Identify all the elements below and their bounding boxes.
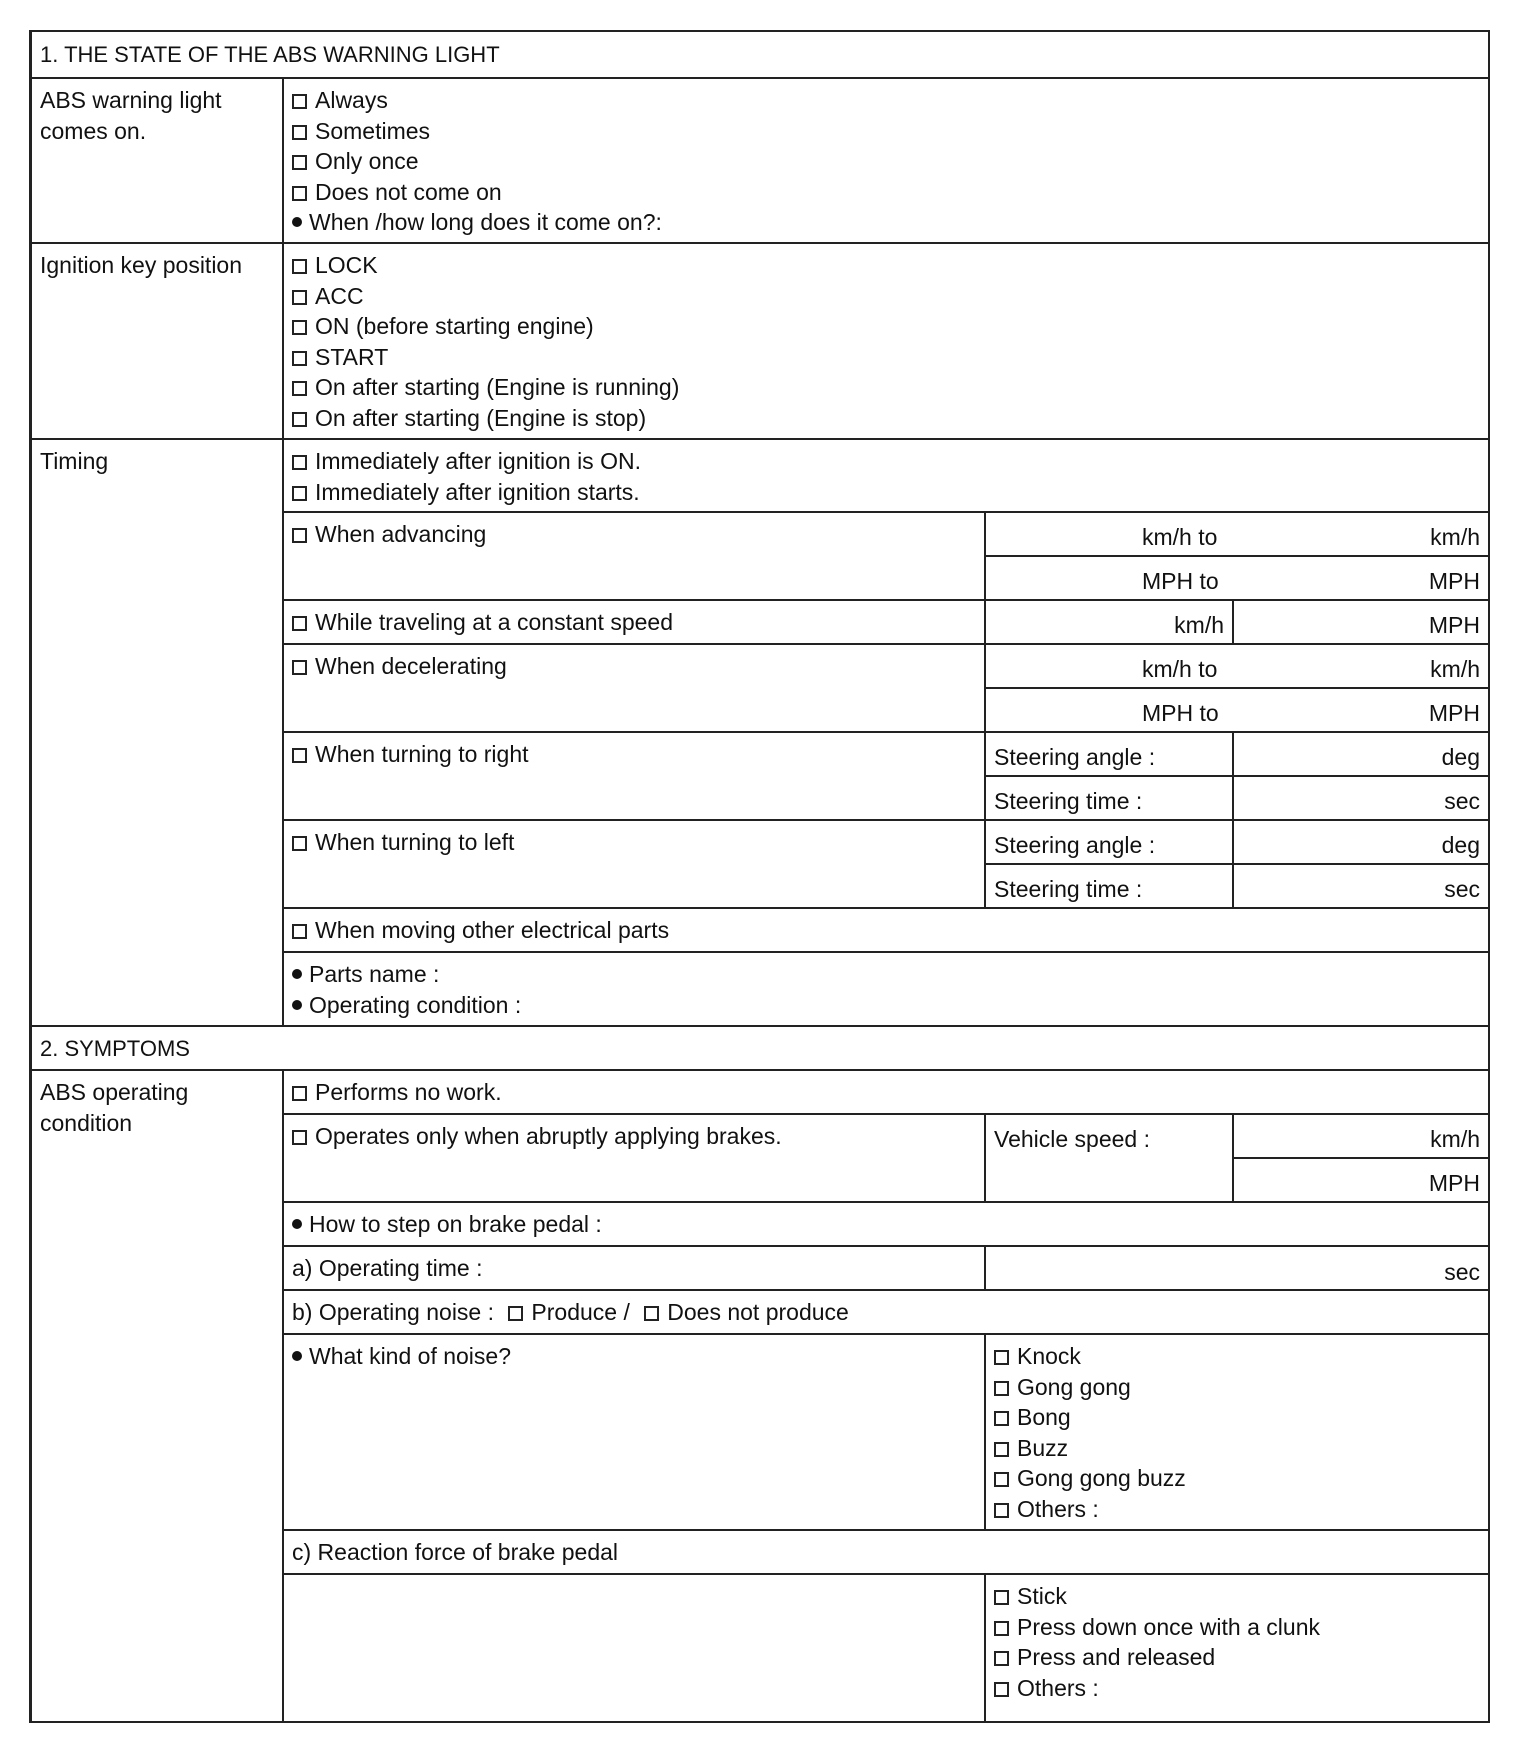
option-bong[interactable]: Bong bbox=[994, 1402, 1480, 1433]
no-work-cell bbox=[284, 1071, 1490, 1115]
reaction-force-cell bbox=[284, 1531, 1490, 1575]
operating-time-label: a) Operating time : bbox=[292, 1255, 483, 1281]
mph-unit: MPH bbox=[1428, 612, 1480, 638]
option-on-before[interactable]: ON (before starting engine) bbox=[292, 311, 1480, 342]
deg-unit: deg bbox=[1441, 832, 1480, 858]
warning-light-label-2: comes on. bbox=[40, 117, 147, 144]
steering-angle-label: Steering angle : bbox=[994, 744, 1156, 770]
option-abrupt-braking[interactable]: Operates only when abruptly applying brakes. bbox=[292, 1121, 976, 1152]
reaction-force-label: c) Reaction force of brake pedal bbox=[292, 1539, 619, 1565]
kmh-to-label: km/h to bbox=[1142, 524, 1218, 550]
option-on-after-stop[interactable]: On after starting (Engine is stop) bbox=[292, 403, 1480, 434]
section2-header bbox=[32, 1027, 1490, 1071]
parts-detail-cell[interactable] bbox=[284, 953, 1490, 1027]
right-time-value-cell[interactable] bbox=[1234, 777, 1490, 821]
checkbox-icon[interactable] bbox=[292, 125, 307, 140]
checkbox-icon[interactable] bbox=[994, 1472, 1009, 1487]
option-on-after-running[interactable]: On after starting (Engine is running) bbox=[292, 372, 1480, 403]
option-constant-speed[interactable]: While traveling at a constant speed bbox=[292, 607, 976, 638]
option-electrical-parts[interactable]: When moving other electrical parts bbox=[292, 915, 1480, 946]
sec-unit: sec bbox=[1444, 1259, 1480, 1285]
mph-unit: MPH bbox=[1428, 568, 1480, 594]
option-turning-left[interactable]: When turning to left bbox=[292, 827, 976, 858]
left-angle-label-cell bbox=[986, 821, 1234, 865]
kmh-unit: km/h bbox=[1174, 612, 1224, 638]
option-acc[interactable]: ACC bbox=[292, 281, 1480, 312]
checkbox-icon[interactable] bbox=[292, 924, 307, 939]
left-time-label-cell bbox=[986, 865, 1234, 909]
section1-title: 1. THE STATE OF THE ABS WARNING LIGHT bbox=[40, 42, 500, 67]
advancing-cell bbox=[284, 513, 986, 601]
right-time-label-cell bbox=[986, 777, 1234, 821]
mph-unit: MPH bbox=[1428, 700, 1480, 726]
section1-header bbox=[32, 32, 1490, 79]
mph-to-label: MPH to bbox=[1142, 700, 1219, 726]
option-does-not-produce[interactable]: Does not produce bbox=[667, 1299, 849, 1325]
abs-diagnostic-form bbox=[29, 30, 1490, 1723]
option-when-advancing[interactable]: When advancing bbox=[292, 519, 976, 550]
constant-speed-cell bbox=[284, 601, 986, 645]
checkbox-icon[interactable] bbox=[292, 616, 307, 631]
option-buzz[interactable]: Buzz bbox=[994, 1433, 1480, 1464]
checkbox-icon[interactable] bbox=[292, 528, 307, 543]
how-step-cell[interactable] bbox=[284, 1203, 1490, 1247]
option-immediately-on[interactable]: Immediately after ignition is ON. bbox=[292, 446, 1480, 477]
option-press-down-clunk[interactable]: Press down once with a clunk bbox=[994, 1612, 1480, 1643]
kmh-unit: km/h bbox=[1430, 1126, 1480, 1152]
option-lock[interactable]: LOCK bbox=[292, 250, 1480, 281]
how-step-field: How to step on brake pedal : bbox=[292, 1209, 1480, 1240]
timing-immediate-cell bbox=[284, 440, 1490, 513]
noise-options-cell bbox=[986, 1335, 1490, 1531]
constant-mph-cell[interactable] bbox=[1234, 601, 1490, 645]
bullet-icon bbox=[292, 1000, 302, 1010]
kmh-unit: km/h bbox=[1430, 656, 1480, 682]
option-stick[interactable]: Stick bbox=[994, 1581, 1480, 1612]
checkbox-icon[interactable] bbox=[292, 290, 307, 305]
ignition-label-cell bbox=[32, 244, 284, 440]
checkbox-icon[interactable] bbox=[994, 1503, 1009, 1518]
checkbox-icon[interactable] bbox=[292, 748, 307, 763]
right-angle-value-cell[interactable] bbox=[1234, 733, 1490, 777]
checkbox-icon[interactable] bbox=[994, 1651, 1009, 1666]
turning-left-cell bbox=[284, 821, 986, 909]
checkbox-icon[interactable] bbox=[292, 660, 307, 675]
checkbox-icon[interactable] bbox=[994, 1411, 1009, 1426]
vehicle-speed-mph-cell[interactable] bbox=[1234, 1159, 1490, 1203]
option-decelerating[interactable]: When decelerating bbox=[292, 651, 976, 682]
steering-time-label: Steering time : bbox=[994, 788, 1143, 814]
vehicle-speed-label: Vehicle speed : bbox=[994, 1126, 1151, 1152]
checkbox-icon[interactable] bbox=[292, 351, 307, 366]
advancing-kmh-cell[interactable] bbox=[986, 513, 1490, 557]
operating-time-value-cell[interactable] bbox=[986, 1247, 1490, 1291]
kmh-to-label: km/h to bbox=[1142, 656, 1218, 682]
option-produce[interactable]: Produce / bbox=[531, 1299, 630, 1325]
ignition-options-cell bbox=[284, 244, 1490, 440]
mph-unit: MPH bbox=[1428, 1170, 1480, 1196]
operating-noise-row bbox=[292, 1297, 1480, 1328]
sec-unit: sec bbox=[1444, 788, 1480, 814]
left-angle-value-cell[interactable] bbox=[1234, 821, 1490, 865]
warning-light-label-cell bbox=[32, 79, 284, 244]
when-how-long-question: When /how long does it come on?: bbox=[292, 207, 1480, 238]
vehicle-speed-kmh-cell[interactable] bbox=[1234, 1115, 1490, 1159]
checkbox-icon[interactable] bbox=[292, 186, 307, 201]
warning-light-options-cell bbox=[284, 79, 1490, 244]
option-performs-no-work[interactable]: Performs no work. bbox=[292, 1077, 1480, 1108]
bullet-icon bbox=[292, 969, 302, 979]
option-does-not-come-on[interactable]: Does not come on bbox=[292, 177, 1480, 208]
checkbox-icon[interactable] bbox=[644, 1306, 659, 1321]
kmh-unit: km/h bbox=[1430, 524, 1480, 550]
noise-question-cell bbox=[284, 1335, 986, 1531]
checkbox-icon[interactable] bbox=[292, 836, 307, 851]
parts-name-field: Parts name : bbox=[292, 959, 1480, 990]
checkbox-icon[interactable] bbox=[292, 486, 307, 501]
option-sometimes[interactable]: Sometimes bbox=[292, 116, 1480, 147]
electrical-parts-cell bbox=[284, 909, 1490, 953]
checkbox-icon[interactable] bbox=[292, 94, 307, 109]
reaction-blank-cell bbox=[284, 1575, 986, 1723]
checkbox-icon[interactable] bbox=[292, 259, 307, 274]
sec-unit: sec bbox=[1444, 876, 1480, 902]
option-gong-gong-buzz[interactable]: Gong gong buzz bbox=[994, 1463, 1480, 1494]
checkbox-icon[interactable] bbox=[994, 1350, 1009, 1365]
advancing-mph-cell[interactable] bbox=[986, 557, 1490, 601]
checkbox-icon[interactable] bbox=[994, 1381, 1009, 1396]
operating-noise-cell bbox=[284, 1291, 1490, 1335]
checkbox-icon[interactable] bbox=[292, 1086, 307, 1101]
steering-angle-label: Steering angle : bbox=[994, 832, 1156, 858]
section2-title: 2. SYMPTOMS bbox=[40, 1036, 190, 1061]
option-noise-others[interactable]: Others : bbox=[994, 1494, 1480, 1525]
checkbox-icon[interactable] bbox=[292, 455, 307, 470]
abs-condition-label-1: ABS operating bbox=[40, 1079, 189, 1105]
abrupt-cell bbox=[284, 1115, 986, 1203]
option-start[interactable]: START bbox=[292, 342, 1480, 373]
timing-label: Timing bbox=[40, 448, 109, 474]
decelerating-cell bbox=[284, 645, 986, 733]
option-reaction-others[interactable]: Others : bbox=[994, 1673, 1480, 1704]
warning-light-label-1: ABS warning light bbox=[40, 87, 222, 113]
checkbox-icon[interactable] bbox=[292, 381, 307, 396]
left-time-value-cell[interactable] bbox=[1234, 865, 1490, 909]
checkbox-icon[interactable] bbox=[292, 320, 307, 335]
option-only-once[interactable]: Only once bbox=[292, 146, 1480, 177]
option-gong-gong[interactable]: Gong gong bbox=[994, 1372, 1480, 1403]
operating-noise-label: b) Operating noise : bbox=[292, 1299, 495, 1325]
deg-unit: deg bbox=[1441, 744, 1480, 770]
option-immediately-starts[interactable]: Immediately after ignition starts. bbox=[292, 477, 1480, 508]
checkbox-icon[interactable] bbox=[292, 412, 307, 427]
decelerating-mph-cell[interactable] bbox=[986, 689, 1490, 733]
vehicle-speed-label-cell bbox=[986, 1115, 1234, 1203]
abs-condition-label-2: condition bbox=[40, 1109, 133, 1136]
ignition-label: Ignition key position bbox=[40, 252, 243, 278]
checkbox-icon[interactable] bbox=[508, 1306, 523, 1321]
turning-right-cell bbox=[284, 733, 986, 821]
option-turning-right[interactable]: When turning to right bbox=[292, 739, 976, 770]
reaction-options-cell bbox=[986, 1575, 1490, 1723]
operating-time-label-cell bbox=[284, 1247, 986, 1291]
checkbox-icon[interactable] bbox=[994, 1442, 1009, 1457]
abs-condition-label-cell bbox=[32, 1071, 284, 1723]
checkbox-icon[interactable] bbox=[292, 1130, 307, 1145]
bullet-icon bbox=[292, 1351, 302, 1361]
option-press-released[interactable]: Press and released bbox=[994, 1642, 1480, 1673]
bullet-icon bbox=[292, 1219, 302, 1229]
operating-condition-field: Operating condition : bbox=[292, 990, 1480, 1021]
noise-question: What kind of noise? bbox=[292, 1341, 976, 1372]
bullet-icon bbox=[292, 217, 302, 227]
right-angle-label-cell bbox=[986, 733, 1234, 777]
option-knock[interactable]: Knock bbox=[994, 1341, 1480, 1372]
checkbox-icon[interactable] bbox=[994, 1621, 1009, 1636]
timing-label-cell bbox=[32, 440, 284, 1027]
checkbox-icon[interactable] bbox=[994, 1682, 1009, 1697]
option-always[interactable]: Always bbox=[292, 85, 1480, 116]
checkbox-icon[interactable] bbox=[994, 1590, 1009, 1605]
constant-kmh-cell[interactable] bbox=[986, 601, 1234, 645]
mph-to-label: MPH to bbox=[1142, 568, 1219, 594]
steering-time-label: Steering time : bbox=[994, 876, 1143, 902]
decelerating-kmh-cell[interactable] bbox=[986, 645, 1490, 689]
checkbox-icon[interactable] bbox=[292, 155, 307, 170]
